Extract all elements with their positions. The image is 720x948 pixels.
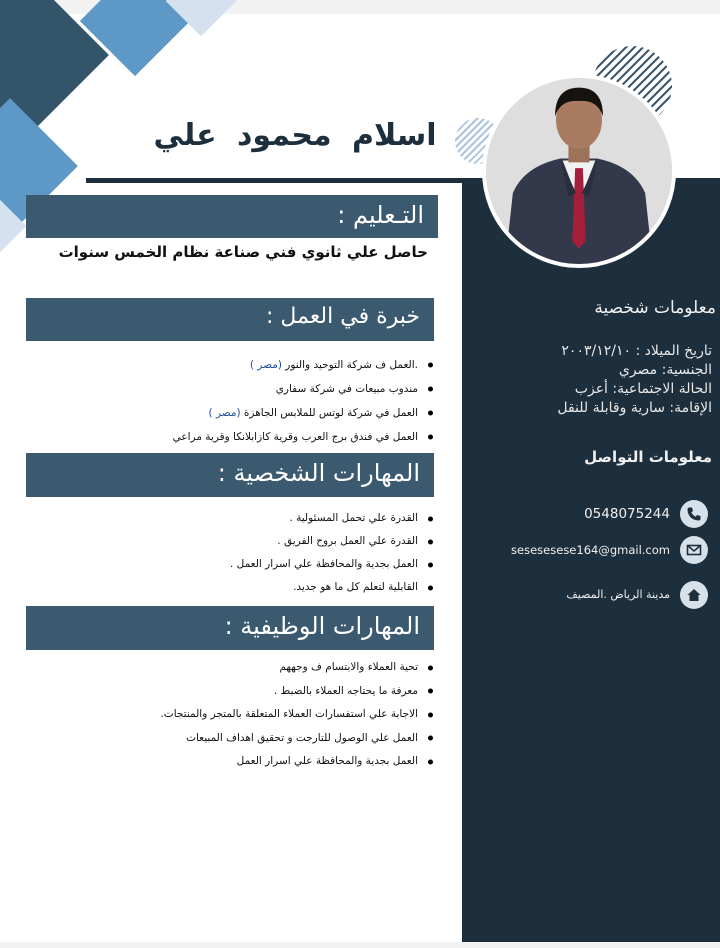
list-item [173,353,434,377]
contact-address [462,581,714,609]
list-item: معرفة ما يحتاجه العملاء بالضبط . [160,680,434,704]
residence: الإقامة: سارية وقابلة للنقل [557,400,712,416]
bottom-margin [0,942,720,948]
marital-status: الحالة الاجتماعية: أعزب [574,381,712,397]
list-item: العمل علي الوصول للتارجت و تحقيق اهداف المبيعات [160,727,434,751]
personal-info-title: معلومات شخصية [594,298,716,318]
experience-text: .العمل ف شركة التوحيد والنور [285,359,418,371]
education-heading [26,195,438,238]
soft-skills-title: المهارات الشخصية : [217,459,420,487]
job-skills-title: المهارات الوظيفية : [224,612,420,640]
list-item: القابلية لتعلم كل ما هو جديد. [230,576,434,599]
address-text: مدينة الرياض .المصيف [566,588,670,601]
contact-title: معلومات التواصل [584,448,712,466]
email-address[interactable]: sesesesese164@gmail.com [511,543,670,557]
home-icon [680,581,708,609]
experience-text: العمل في فندق برج العرب وقرية كازابلانكا وقرية مراعي [172,431,418,443]
country-tag: (مصر ) [249,359,282,371]
person-name: اسلام محمود علي [153,118,437,153]
job-skills-list [160,656,434,774]
list-item [173,401,434,425]
nationality: الجنسية: مصري [618,362,712,378]
profile-photo [482,74,676,268]
personal-info-list [462,342,712,418]
experience-title: خبرة في العمل : [266,304,420,329]
list-item [173,425,434,449]
list-item: الاجابة علي استفسارات العملاء المتعلقة بالمتجر والمنتجات. [160,703,434,727]
contact-phone[interactable] [462,500,714,528]
education-text: حاصل علي ثانوي فني صناعة نظام الخمس سنوات [58,243,428,261]
phone-icon [680,500,708,528]
experience-heading [26,298,434,341]
soft-skills-list [230,507,434,599]
list-item: تحية العملاء والابتسام ف وجههم [160,656,434,680]
list-item: القدرة علي تحمل المسئولية . [230,507,434,530]
portrait-illustration [486,78,672,264]
birth-date: تاريخ الميلاد : ٢٠٠٣/١٢/١٠ [561,343,712,359]
phone-number[interactable]: 0548075244 [584,506,670,522]
contact-email[interactable] [462,536,714,564]
list-item: العمل بجدية والمحافظة علي اسرار العمل [160,750,434,774]
list-item [173,377,434,401]
country-tag: (مصر ) [208,407,241,419]
experience-text: مندوب مبيعات في شركة سفاري [275,383,418,395]
mail-icon [680,536,708,564]
experience-text: العمل في شركة لوتس للملابس الجاهزة [240,407,418,419]
job-skills-heading [26,606,434,650]
experience-list [173,353,434,449]
list-item: القدرة علي العمل بروح الفريق . [230,530,434,553]
soft-skills-heading [26,453,434,497]
list-item: العمل بجدية والمحافظة علي اسرار العمل . [230,553,434,576]
education-title: التـعليم : [337,201,424,229]
